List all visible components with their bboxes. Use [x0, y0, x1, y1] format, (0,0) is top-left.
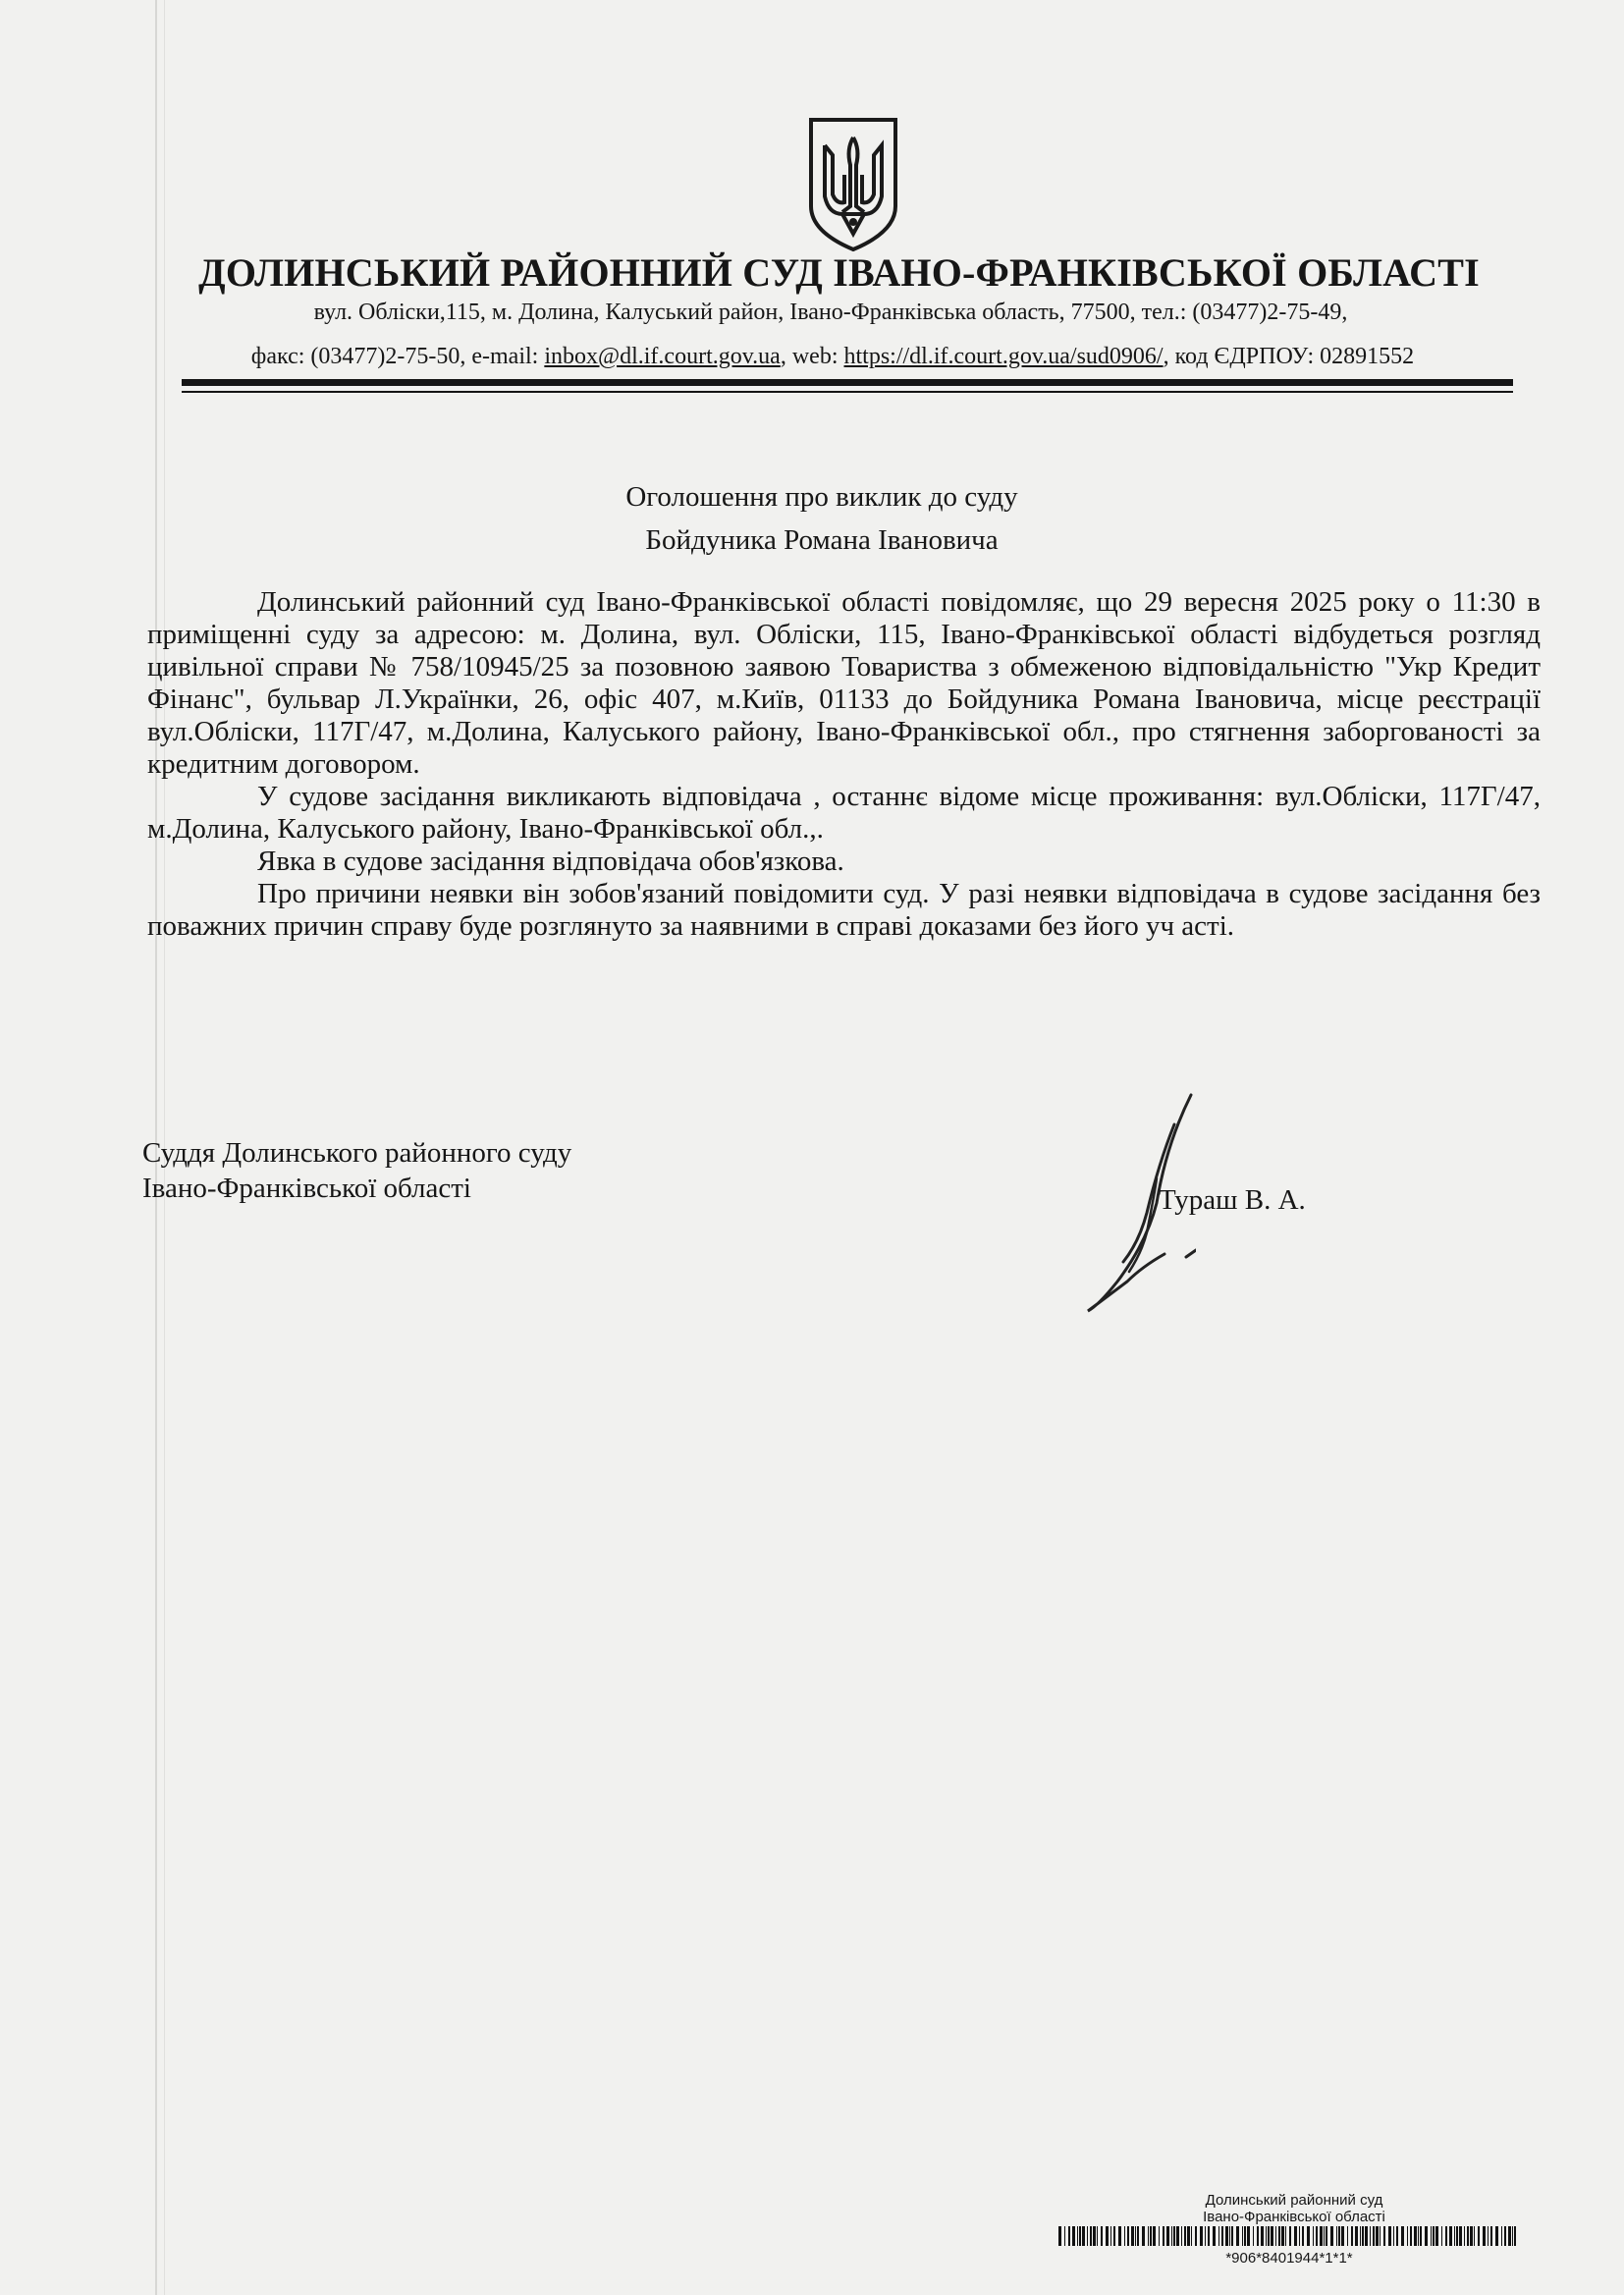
barcode-bar: [1137, 2226, 1139, 2246]
court-name-heading: ДОЛИНСЬКИЙ РАЙОННИЙ СУД ІВАНО-ФРАНКІВСЬКОЇ ОБЛАСТІ: [198, 250, 1480, 295]
barcode-bar: [1362, 2226, 1364, 2246]
barcode-bar: [1324, 2226, 1325, 2246]
barcode-bar: [1454, 2226, 1455, 2246]
barcode-bar: [1313, 2226, 1314, 2246]
barcode-bar: [1150, 2226, 1152, 2246]
barcode-bar: [1113, 2226, 1115, 2246]
barcode-bar: [1261, 2226, 1264, 2246]
paragraph-summons: У судове засідання викликають відповідача , останнє відоме місце проживання: вул.Обліски, 117Г/47, м.Долина, Калуського району, Івано-Франківської обл.,.: [147, 781, 1541, 845]
barcode-bar: [1191, 2226, 1192, 2246]
barcode-bar: [1101, 2226, 1103, 2246]
barcode-bar: [1370, 2226, 1371, 2246]
barcode-bar: [1275, 2226, 1276, 2246]
judge-title-line2: Івано-Франківської області: [142, 1173, 471, 1204]
barcode-bar: [1079, 2226, 1081, 2246]
barcode-bar: [1414, 2226, 1417, 2246]
barcode-bar: [1431, 2226, 1432, 2246]
header-divider-thick: [182, 379, 1513, 386]
barcode-bar: [1253, 2226, 1254, 2246]
barcode-bar: [1294, 2226, 1297, 2246]
barcode-bar: [1341, 2226, 1344, 2246]
barcode-bar: [1205, 2226, 1206, 2246]
barcode-bar: [1355, 2226, 1358, 2246]
header-divider-thin: [182, 391, 1513, 393]
barcode-bar: [1176, 2226, 1179, 2246]
barcode-bar: [1351, 2226, 1353, 2246]
edrpou-code: , код ЄДРПОУ: 02891552: [1163, 344, 1415, 369]
barcode-bar: [1435, 2226, 1438, 2246]
barcode-bars: [1058, 2226, 1520, 2246]
barcode-bar: [1173, 2226, 1175, 2246]
barcode-bar: [1184, 2226, 1186, 2246]
barcode-bar: [1159, 2226, 1160, 2246]
barcode-bar: [1373, 2226, 1375, 2246]
barcode-bar: [1501, 2226, 1502, 2246]
judge-title: [142, 1135, 571, 1206]
barcode-bar: [1166, 2226, 1169, 2246]
barcode-bar: [1257, 2226, 1259, 2246]
barcode-region: Івано-Франківської області: [1203, 2209, 1385, 2225]
trident-emblem-icon: [807, 116, 899, 253]
barcode-bar: [1068, 2226, 1070, 2246]
barcode-bar: [1208, 2226, 1210, 2246]
barcode-bar: [1247, 2226, 1250, 2246]
barcode-bar: [1231, 2226, 1233, 2246]
barcode-bar: [1418, 2226, 1419, 2246]
barcode-bar: [1347, 2226, 1348, 2246]
barcode-bar: [1244, 2226, 1246, 2246]
barcode-bar: [1307, 2226, 1310, 2246]
barcode-bar: [1213, 2226, 1216, 2246]
barcode-bar: [1082, 2226, 1085, 2246]
barcode-bar: [1478, 2226, 1480, 2246]
paragraph-absence-consequences: Про причини неявки він зобов'язаний повідомити суд. У разі неявки відповідача в судове засідання без поважних причин справу буде розглянуто за наявними в справі доказами без його уч асті.: [147, 878, 1541, 942]
barcode-bar: [1118, 2226, 1121, 2246]
barcode-bar: [1490, 2226, 1492, 2246]
barcode-bar: [1299, 2226, 1300, 2246]
email-link[interactable]: inbox@dl.if.court.gov.ua: [544, 344, 781, 369]
barcode-bar: [1087, 2226, 1088, 2246]
barcode-bar: [1393, 2226, 1394, 2246]
barcode-bar: [1285, 2226, 1286, 2246]
barcode-bar: [1514, 2226, 1516, 2246]
barcode-bar: [1271, 2226, 1273, 2246]
barcode-stamp: [1058, 2192, 1520, 2267]
barcode-bar: [1266, 2226, 1267, 2246]
barcode-number: *906*8401944*1*1*: [1225, 2250, 1353, 2267]
barcode-bar: [1242, 2226, 1243, 2246]
barcode-bar: [1401, 2226, 1404, 2246]
barcode-bar: [1504, 2226, 1506, 2246]
barcode-bar: [1153, 2226, 1156, 2246]
barcode-bar: [1336, 2226, 1337, 2246]
barcode-bar: [1187, 2226, 1190, 2246]
barcode-bar: [1229, 2226, 1230, 2246]
barcode-bar: [1320, 2226, 1323, 2246]
barcode-bar: [1495, 2226, 1498, 2246]
barcode-bar: [1338, 2226, 1340, 2246]
barcode-bar: [1135, 2226, 1136, 2246]
barcode-bar: [1483, 2226, 1486, 2246]
paragraph-attendance: Явка в судове засідання відповідача обов'язкова.: [257, 846, 844, 877]
barcode-bar: [1433, 2226, 1435, 2246]
barcode-bar: [1148, 2226, 1149, 2246]
barcode-bar: [1268, 2226, 1270, 2246]
barcode-bar: [1316, 2226, 1318, 2246]
barcode-bar: [1200, 2226, 1203, 2246]
barcode-bar: [1278, 2226, 1280, 2246]
barcode-court-name: Долинський районний суд: [1205, 2192, 1383, 2209]
barcode-bar: [1302, 2226, 1304, 2246]
barcode-bar: [1171, 2226, 1172, 2246]
barcode-bar: [1106, 2226, 1109, 2246]
barcode-bar: [1181, 2226, 1182, 2246]
barcode-bar: [1142, 2226, 1145, 2246]
barcode-bar: [1425, 2226, 1428, 2246]
barcode-bar: [1072, 2226, 1075, 2246]
notice-title: [0, 475, 1624, 562]
barcode-bar: [1097, 2226, 1098, 2246]
barcode-bar: [1221, 2226, 1223, 2246]
barcode-bar: [1360, 2226, 1361, 2246]
barcode-bar: [1459, 2226, 1462, 2246]
barcode-bar: [1376, 2226, 1379, 2246]
barcode-bar: [1330, 2226, 1333, 2246]
barcode-bar: [1064, 2226, 1065, 2246]
barcode-bar: [1225, 2226, 1228, 2246]
barcode-bar: [1131, 2226, 1134, 2246]
barcode-bar: [1163, 2226, 1164, 2246]
barcode-bar: [1467, 2226, 1469, 2246]
barcode-bar: [1090, 2226, 1092, 2246]
barcode-bar: [1445, 2226, 1447, 2246]
court-contacts: [0, 344, 1624, 370]
barcode-bar: [1326, 2226, 1327, 2246]
barcode-bar: [1110, 2226, 1111, 2246]
barcode-bar: [1365, 2226, 1368, 2246]
website-link[interactable]: https://dl.if.court.gov.ua/sud0906/: [843, 344, 1164, 369]
notice-title-line1: Оголошення про виклик до суду: [625, 481, 1018, 513]
barcode-bar: [1512, 2226, 1513, 2246]
barcode-bar: [1124, 2226, 1125, 2246]
barcode-bar: [1410, 2226, 1412, 2246]
barcode-bar: [1456, 2226, 1458, 2246]
barcode-bar: [1218, 2226, 1219, 2246]
barcode-bar: [1474, 2226, 1475, 2246]
barcode-bar: [1093, 2226, 1096, 2246]
paragraph-hearing-details: Долинський районний суд Івано-Франківської області повідомляє, що 29 вересня 2025 року о 11:30 в приміщенні суду за адресою: м. Долина, вул. Обліски, 115, Івано-Франківської області відбудеться розгляд цивільної справи № 758/10945/25 за позовною заявою Товариства з обмеженою відповідальністю "Укр Кредит Фінанс", бульвар Л.Українки, 26, офіс 407, м.Київ, 01133 до Бойдуника Романа Івановича, місце реєстрації вул.Обліски, 117Г/47, м.Долина, Калуського району, Івано-Франківської обл., про стягнення заборгованості за кредитним договором.: [147, 586, 1541, 780]
barcode-bar: [1195, 2226, 1197, 2246]
barcode-bar: [1470, 2226, 1473, 2246]
court-address: вул. Обліски,115, м. Долина, Калуський район, Івано-Франківська область, 77500, тел.: (03477)2-75-49,: [313, 300, 1348, 325]
barcode-bar: [1464, 2226, 1465, 2246]
barcode-bar: [1420, 2226, 1422, 2246]
fax-label: факс: (03477)2-75-50, e-mail:: [250, 344, 545, 369]
judge-title-line1: Суддя Долинського районного суду: [142, 1137, 572, 1169]
notice-title-line2: Бойдуника Романа Івановича: [645, 524, 999, 556]
barcode-bar: [1289, 2226, 1291, 2246]
barcode-bar: [1396, 2226, 1398, 2246]
barcode-bar: [1383, 2226, 1385, 2246]
barcode-bar: [1127, 2226, 1129, 2246]
judge-name: Тураш В. А.: [1159, 1184, 1306, 1216]
barcode-bar: [1449, 2226, 1452, 2246]
barcode-bar: [1077, 2226, 1078, 2246]
barcode-bar: [1388, 2226, 1391, 2246]
notice-body: [147, 586, 1541, 943]
barcode-bar: [1441, 2226, 1442, 2246]
web-label: , web:: [780, 344, 844, 369]
barcode-bar: [1407, 2226, 1408, 2246]
barcode-bar: [1236, 2226, 1239, 2246]
barcode-bar: [1488, 2226, 1489, 2246]
barcode-bar: [1058, 2226, 1061, 2246]
barcode-bar: [1508, 2226, 1511, 2246]
barcode-bar: [1281, 2226, 1284, 2246]
